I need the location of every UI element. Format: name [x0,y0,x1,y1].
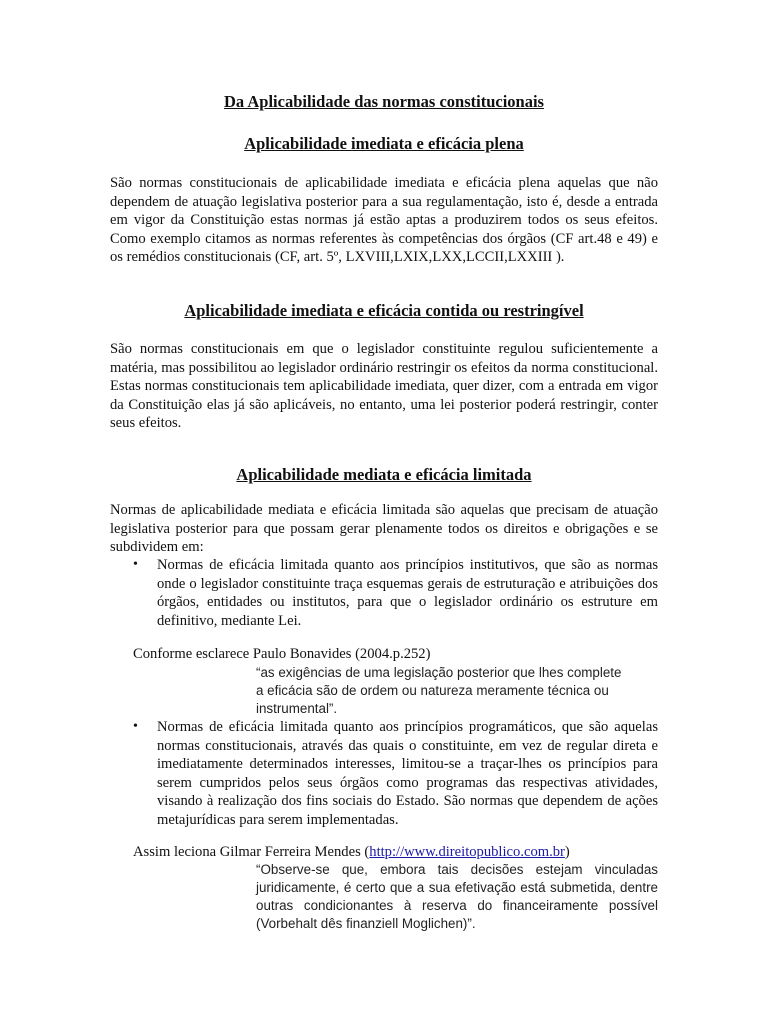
citation-intro-mendes [133,843,570,862]
direitopublico-link[interactable]: http://www.direitopublico.com.br [369,844,565,860]
bullet-icon: • [133,719,138,734]
document-title: Da Aplicabilidade das normas constitucionais [224,92,544,111]
list-item-text: Normas de eficácia limitada quanto aos princípios institutivos, que são as normas onde o legislador constituinte traça esquemas gerais de estruturação e atribuições dos órgãos, entidades ou institutos, para que o legislador ordinário os estruture em definitivo, mediante Lei. [157,557,658,629]
section-heading-eficacia-plena: Aplicabilidade imediata e eficácia plena [244,134,524,153]
quote-mendes: “Observe-se que, embora tais decisões estejam vinculadas juridicamente, é certo que a sua efetivação está submetida, dentre outras condicionantes à reserva do financeiramente possível (Vorbehalt dês finanziell Moglichen)”. [256,862,658,931]
citation-intro-prefix: Assim leciona Gilmar Ferreira Mendes ( [133,844,370,860]
paragraph-eficacia-contida: São normas constitucionais em que o legislador constituinte regulou suficientemente a matéria, mas possibilitou ao legislador ordinário restringir os efeitos da norma constitucional. Estas normas constitucionais tem aplicabilidade imediata, quer dizer, com a entrada em vigor da Constituição elas já são aplicáveis, no entanto, uma lei posterior poderá restringir, conter seus efeitos. [110,341,658,432]
list-item-principios-programaticos [133,718,658,830]
citation-intro-suffix: ) [564,844,570,860]
paragraph-eficacia-limitada: Normas de aplicabilidade mediata e eficácia limitada são aquelas que precisam de atuação legislativa posterior para que possam gerar plenamente todos os direitos e obrigações e se subdividem em: [110,502,658,556]
bullet-icon: • [133,557,138,572]
section-heading-eficacia-contida: Aplicabilidade imediata e eficácia contida ou restringível [184,301,584,320]
list-item-text: Normas de eficácia limitada quanto aos princípios programáticos, que são aquelas normas constitucionais, através das quais o constituinte, em vez de regular direta e imediatamente determinados interesses, limitou-se a traçar-lhes os princípios para serem cumpridos pelos seus órgãos como programas das respectivas atividades, visando à realização dos fins sociais do Estado. São normas que dependem de ações metajurídicas para serem implementadas. [157,719,658,828]
quote-bonavides: “as exigências de uma legislação posterior que lhes complete a eficácia são de ordem ou natureza meramente técnica ou instrumental”. [256,665,622,716]
section-heading-eficacia-limitada: Aplicabilidade mediata e eficácia limitada [236,465,532,484]
citation-intro-bonavides: Conforme esclarece Paulo Bonavides (2004.p.252) [133,646,431,662]
paragraph-eficacia-plena: São normas constitucionais de aplicabilidade imediata e eficácia plena aquelas que não dependem de atuação legislativa posterior para a sua regulamentação, isto é, desde a entrada em vigor da Constituição estas normas já estão aptas a produzirem todos os seus efeitos. Como exemplo citamos as normas referentes às competências dos órgãos (CF art.48 e 49) e os remédios constitucionais (CF, art. 5º, LXVIII,LXIX,LXX,LCCII,LXXIII ). [110,175,658,266]
list-item-principios-institutivos [133,556,658,630]
